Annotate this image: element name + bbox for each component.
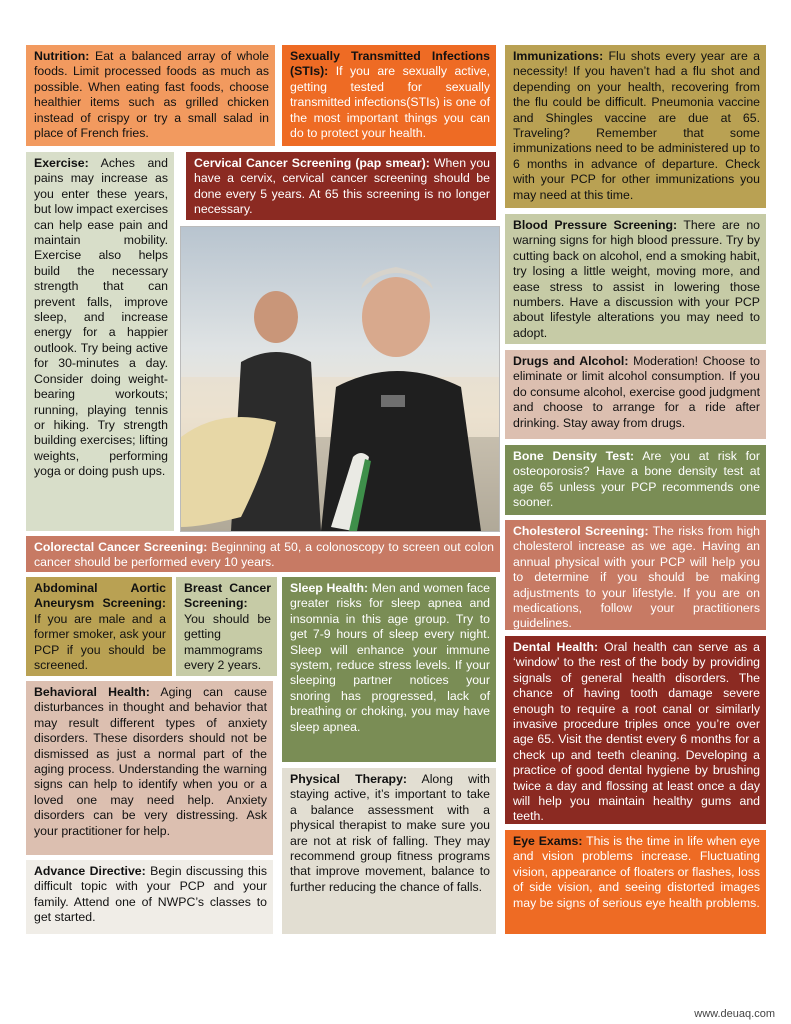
drugs-alcohol-box (505, 350, 766, 439)
breast-cancer-heading: Breast Cancer Screening: (184, 581, 271, 611)
advance-directive-heading: Advance Directive: (34, 864, 146, 878)
immunizations-body: Flu shots every year are a necessity! If you haven’t had a flu shot and depending on your health, recovering from the flu could be difficult. Pneumonia vaccine and Shingles vaccine are due at 65. Traveling? Remember that some immunizations need to be administered up to 6 months in advance of departure. Check with your PCP for other immunizations you may need at this time. (513, 49, 760, 202)
behavioral-health-box (26, 681, 273, 855)
advance-directive-box (26, 860, 273, 934)
nutrition-box (26, 45, 275, 146)
sti-heading: Sexually Transmitted Infections (STIs): (290, 49, 490, 79)
aaa-box (26, 577, 172, 676)
cholesterol-box (505, 520, 766, 630)
exercise-box (26, 152, 174, 531)
advance-directive-body: Begin discussing this difficult topic with your PCP and your family. Attend one of NWPC’s classes to get started. (34, 864, 267, 925)
immunizations-box (505, 45, 766, 208)
aaa-body: If you are male and a former smoker, ask your PCP if you should be screened. (34, 611, 166, 673)
cervical-heading: Cervical Cancer Screening (pap smear): (194, 156, 430, 170)
physical-therapy-body: Along with staying active, it’s important to take a balance assessment with a physical therapist to make sure you are not at risk of falling. They may recommend group fitness programs that improve movement, balance to further reducing the chance of falls. (290, 772, 490, 894)
colorectal-box (26, 536, 500, 572)
aaa-heading: Abdominal Aortic Aneurysm Screening: (34, 581, 166, 611)
colorectal-heading: Colorectal Cancer Screening: (34, 540, 208, 554)
eye-exams-body: This is the time in life when eye and vision problems increase. Fluctuating vision, appearance of floaters or flashes, loss of side vision, and seeing distorted images may be signs of serious eye health problems. (513, 834, 761, 910)
eye-exams-box (505, 830, 766, 934)
sti-body: If you are sexually active, getting tested for sexually transmitted infections(STIs) is one of the most important things you can do to protect your health. (290, 64, 490, 141)
sti-box (282, 45, 496, 146)
cervical-box (186, 152, 496, 220)
nutrition-heading: Nutrition: (34, 49, 90, 63)
drugs-alcohol-body: Moderation! Choose to eliminate or limit alcohol consumption. If you do consume alcohol, exercise good judgment and choose to arrange for a ride after drinking. Stay away from drugs. (513, 354, 760, 430)
nutrition-body: Eat a balanced array of whole foods. Limit processed foods as much as possible. When eating fast foods, choose healthier items such as grilled chicken instead of crispy or try a small salad in place of French fries. (34, 49, 269, 141)
dental-health-box (505, 636, 766, 824)
breast-cancer-body: You should be getting mammograms every 2 years. (184, 611, 271, 673)
behavioral-health-heading: Behavioral Health: (34, 685, 150, 699)
photo-illustration (181, 227, 499, 531)
dental-health-heading: Dental Health: (513, 640, 599, 654)
breast-cancer-box (176, 577, 277, 676)
drugs-alcohol-heading: Drugs and Alcohol: (513, 354, 629, 368)
exercise-heading: Exercise: (34, 156, 89, 170)
bone-density-heading: Bone Density Test: (513, 449, 635, 463)
cholesterol-body: The risks from high cholesterol increase as we age. Having an annual physical with your PCP will help you to determine if you should be making adjustments to your lifestyle. If you are on medications, follow your practitioners guidelines. (513, 524, 760, 631)
dental-health-body: Oral health can serve as a ‘window’ to the rest of the body by providing signals of general health disorders. The chance of having tooth damage severe enough to require a root canal or similarly invasive procedure triples once you’re over age 65. Visit the dentist every 6 months for a check up and teeth cleaning. Developing a practice of good dental hygiene by brushing twice a day and flossing at least once a day will help you maintain healthy gums and teeth. (513, 640, 760, 824)
colorectal-body: Beginning at 50, a colonoscopy to screen out colon cancer should be performed every 10 years. (34, 540, 494, 570)
blood-pressure-body: There are no warning signs for high blood pressure. Try by cutting back on alcohol, end a smoking habit, try losing a little weight, moving more, and ease stress to assist in lowering those numbers. Have a discussion with your PCP about lifestyle alterations you may need to adopt. (513, 218, 760, 340)
immunizations-heading: Immunizations: (513, 49, 604, 63)
sleep-health-box (282, 577, 496, 762)
physical-therapy-heading: Physical Therapy: (290, 772, 408, 786)
sleep-health-body: Men and women face greater risks for sleep apnea and insomnia in this age group. Try to get 7-9 hours of sleep every night. Sleep will enhance your immune system, reduce stress levels. If your sleeping partner notices your snoring has progressed, lack of breathing or choking, you may have sleep apnea. (290, 581, 490, 734)
exercise-body: Aches and pains may increase as you enter these years, but low impact exercises can help ease pain and maintain mobility. Exercise also helps build the necessary strength that can prevent falls, improve sleep, and increase energy for a happier outlook. Try being active for 30-minutes a day. Consider doing weight-bearing workouts; running, playing tennis or hiking. Try strength building exercises; lifting weights, performing yoga or doing push ups. (34, 156, 168, 479)
cholesterol-heading: Cholesterol Screening: (513, 524, 649, 538)
physical-therapy-box (282, 768, 496, 934)
cervical-body: When you have a cervix, cervical cancer screening should be done every 5 years. At 65 this screening is no longer necessary. (194, 156, 490, 217)
bone-density-body: Are you at risk for osteoporosis? Have a bone density test at age 65 unless your PCP recommends one sooner. (513, 449, 760, 510)
behavioral-health-body: Aging can cause disturbances in thought and behavior that may result different types of anxiety disorders. These disorders should not be dismissed as just a normal part of the aging process. Understanding the warning signs can help to identify when you or a loved one may need help. Anxiety disorders can be very distressing. Ask your practitioner for help. (34, 685, 267, 838)
bone-density-box (505, 445, 766, 515)
watermark-text: www.deuaq.com (694, 1008, 775, 1020)
blood-pressure-heading: Blood Pressure Screening: (513, 218, 678, 232)
eye-exams-heading: Eye Exams: (513, 834, 583, 848)
sleep-health-heading: Sleep Health: (290, 581, 369, 595)
seniors-surfers-photo (180, 226, 500, 532)
blood-pressure-box (505, 214, 766, 344)
